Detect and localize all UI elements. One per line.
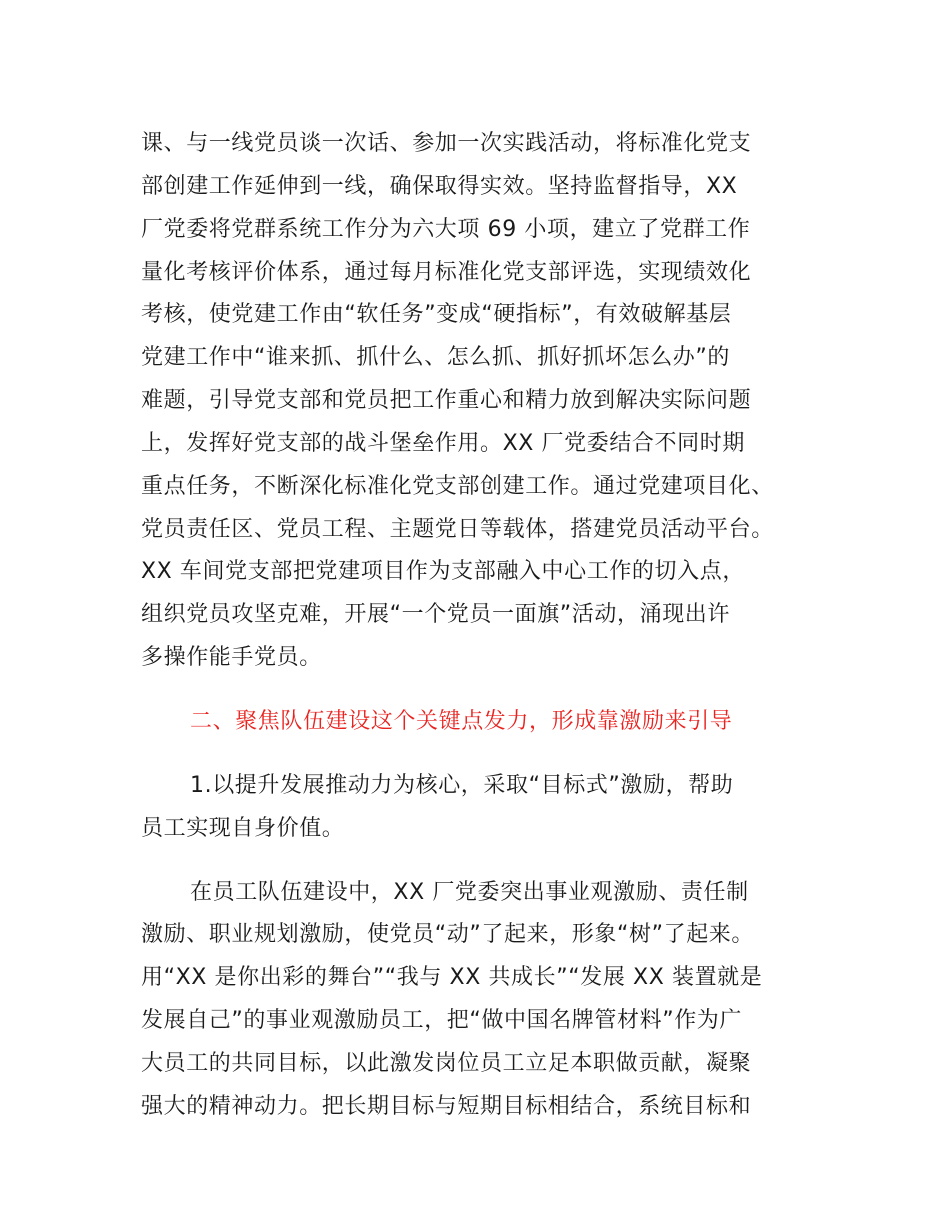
body-text-line: 激励、职业规划激励，使党员“动”了起来，形象“树”了起来。	[141, 922, 754, 947]
body-text-line: 在员工队伍建设中，XX 厂党委突出事业观激励、责任制	[190, 880, 749, 905]
body-text-line: 发展自己”的事业观激励员工，把“做中国名牌管材料”作为广	[141, 1008, 742, 1033]
body-text-line: 强大的精神动力。把长期目标与短期目标相结合，系统目标和	[141, 1094, 752, 1119]
body-text-line: 上，发挥好党支部的战斗堡垒作用。XX 厂党委结合不同时期	[141, 431, 745, 456]
subheading-line: 员工实现自身价值。	[141, 816, 345, 841]
body-text-line: 厂党委将党群系统工作分为六大项 69 小项，建立了党群工作	[141, 217, 751, 242]
body-text-line: 量化考核评价体系，通过每月标准化党支部评选，实现绩效化	[141, 260, 752, 285]
body-text-line: 部创建工作延伸到一线，确保取得实效。坚持监督指导，XX	[141, 174, 738, 199]
section-heading: 二、聚焦队伍建设这个关键点发力，形成靠激励来引导	[190, 709, 733, 734]
body-text-line: 课、与一线党员谈一次话、参加一次实践活动，将标准化党支	[141, 131, 752, 156]
body-text-line: 用“XX 是你出彩的舞台”“我与 XX 共成长”“发展 XX 装置就是	[141, 965, 763, 990]
body-text-line: 难题，引导党支部和党员把工作重心和精力放到解决实际问题	[141, 388, 752, 413]
body-text-line: 组织党员攻坚克难，开展“一个党员一面旗”活动，涌现出许	[141, 602, 730, 627]
body-text-line: 考核，使党建工作由“软任务”变成“硬指标”，有效破解基层	[141, 302, 732, 327]
body-text-line: 党建工作中“谁来抓、抓什么、怎么抓、抓好抓坏怎么办”的	[141, 345, 730, 370]
subheading-line: 1.以提升发展推动力为核心，采取“目标式”激励，帮助	[190, 773, 734, 798]
body-text-line: 多操作能手党员。	[141, 645, 322, 670]
body-text-line: XX 车间党支部把党建项目作为支部融入中心工作的切入点，	[141, 559, 745, 584]
body-text-line: 重点任务，不断深化标准化党支部创建工作。通过党建项目化、	[141, 474, 774, 499]
body-text-line: 大员工的共同目标，以此激发岗位员工立足本职做贡献，凝聚	[141, 1051, 752, 1076]
body-text-line: 党员责任区、党员工程、主题党日等载体，搭建党员活动平台。	[141, 517, 774, 542]
